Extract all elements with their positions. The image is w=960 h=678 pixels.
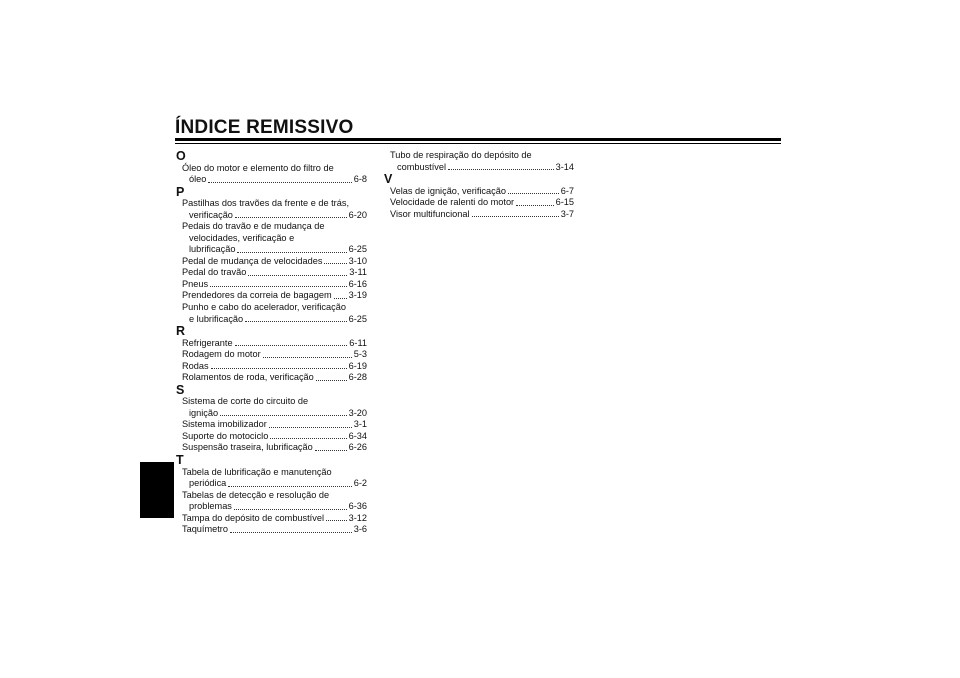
index-letter: O — [176, 149, 186, 163]
section-tab — [140, 462, 174, 518]
index-entry — [176, 244, 367, 256]
index-entry-label: problemas — [189, 501, 232, 512]
title-rule-thick — [175, 138, 781, 141]
dot-leader — [270, 438, 346, 439]
index-page-ref: 6-26 — [348, 442, 367, 453]
index-entry-label: Pedal de mudança de velocidades — [182, 255, 323, 266]
index-column-right — [384, 150, 574, 220]
index-entry-label: Suspensão traseira, lubrificação — [182, 442, 313, 453]
dot-leader — [235, 217, 347, 218]
index-entry-label: Taquímetro — [182, 524, 228, 535]
index-page-ref: 6-36 — [348, 501, 367, 512]
index-entry-label: verificação — [189, 209, 233, 220]
index-entry-label: lubrificação — [189, 244, 236, 255]
index-entry-label: e lubrificação — [189, 313, 244, 324]
index-page-ref: 6-2 — [353, 478, 367, 489]
index-entry — [176, 442, 367, 454]
index-entry-label: Tampa do depósito de combustível — [182, 512, 324, 523]
index-entry-label: periódica — [189, 478, 227, 489]
dot-leader — [334, 298, 347, 299]
dot-leader — [324, 263, 346, 264]
index-entry-label: ignição — [189, 407, 219, 418]
index-entry — [176, 478, 367, 490]
index-entry-label: óleo — [189, 174, 207, 185]
index-entry-text: Óleo do motor e elemento do filtro de — [182, 162, 334, 173]
index-entry — [384, 162, 574, 174]
dot-leader — [263, 357, 352, 358]
index-entry — [176, 431, 367, 443]
dot-leader — [516, 205, 553, 206]
index-page-ref: 6-25 — [348, 313, 367, 324]
index-entry — [176, 314, 367, 326]
dot-leader — [234, 509, 347, 510]
index-entry-label: Prendedores da correia de bagagem — [182, 290, 332, 301]
index-letter: S — [176, 382, 185, 397]
index-entry — [176, 513, 367, 525]
index-page-ref: 6-20 — [348, 209, 367, 220]
dot-leader — [208, 182, 351, 183]
index-entry — [176, 501, 367, 513]
index-page-ref: 3-11 — [349, 267, 367, 278]
index-page-ref: 6-11 — [349, 337, 367, 348]
index-page-ref: 3-19 — [348, 290, 367, 301]
index-entry — [176, 279, 367, 291]
index-letter: V — [384, 172, 393, 187]
index-entry — [176, 338, 367, 350]
index-page-ref: 6-19 — [348, 360, 367, 371]
dot-leader — [245, 321, 346, 322]
dot-leader — [210, 286, 347, 287]
index-page-ref: 6-7 — [560, 185, 574, 196]
index-entry-label: Pneus — [182, 278, 209, 289]
index-entry — [384, 197, 574, 209]
index-entry-text: Tubo de respiração do depósito de — [390, 150, 532, 160]
index-page-ref: 6-34 — [348, 430, 367, 441]
index-page-ref: 3-6 — [353, 524, 367, 535]
index-letter: R — [176, 324, 186, 339]
index-entry — [176, 267, 367, 279]
title-rule-thin — [175, 143, 781, 144]
index-entry-label: Refrigerante — [182, 337, 233, 348]
index-entry — [384, 186, 574, 198]
index-page-ref: 3-10 — [348, 255, 367, 266]
index-entry-label: Velocidade de ralenti do motor — [390, 197, 515, 208]
index-entry-text: Sistema de corte do circuito de — [182, 396, 309, 407]
dot-leader — [316, 380, 347, 381]
index-page-ref: 3-14 — [555, 161, 574, 172]
index-page-ref: 3-12 — [348, 512, 367, 523]
index-entry-label: Sistema imobilizador — [182, 419, 267, 430]
index-entry — [176, 524, 367, 536]
dot-leader — [508, 193, 559, 194]
index-entry — [176, 372, 367, 384]
dot-leader — [326, 520, 347, 521]
index-entry-text: Tabela de lubrificação e manutenção — [182, 466, 332, 477]
index-page-ref: 3-1 — [353, 419, 367, 430]
index-entry — [176, 256, 367, 268]
index-entry-label: Rodas — [182, 360, 209, 371]
index-page-ref: 6-25 — [348, 244, 367, 255]
dot-leader — [228, 486, 351, 487]
index-entry-label: Suporte do motociclo — [182, 430, 269, 441]
dot-leader — [269, 427, 352, 428]
page-title: ÍNDICE REMISSIVO — [175, 117, 354, 138]
index-entry — [176, 349, 367, 361]
index-entry-text: velocidades, verificação e — [189, 232, 295, 243]
dot-leader — [315, 450, 347, 451]
dot-leader — [230, 532, 352, 533]
index-page-ref: 6-8 — [353, 174, 367, 185]
index-entry-label: Pedal do travão — [182, 267, 247, 278]
index-entry — [176, 174, 367, 186]
index-page-ref: 6-16 — [348, 278, 367, 289]
index-page-ref: 6-15 — [555, 197, 574, 208]
index-entry-text: Tabelas de detecção e resolução de — [182, 489, 330, 500]
dot-leader — [237, 252, 346, 253]
index-entry-label: Rodagem do motor — [182, 349, 261, 360]
dot-leader — [248, 275, 347, 276]
dot-leader — [472, 216, 559, 217]
index-entry-text: Pedais do travão e de mudança de — [182, 221, 325, 232]
index-entry-label: combustível — [397, 161, 447, 172]
index-entry — [176, 419, 367, 431]
index-page-ref: 3-7 — [560, 208, 574, 219]
index-page-ref: 5-3 — [353, 349, 367, 360]
index-entry-label: Velas de ignição, verificação — [390, 185, 506, 196]
index-entry — [176, 361, 367, 373]
index-entry-label: Rolamentos de roda, verificação — [182, 372, 314, 383]
dot-leader — [448, 169, 554, 170]
index-entry-text: Punho e cabo do acelerador, verificação — [182, 302, 346, 313]
index-letter: T — [176, 453, 184, 468]
index-page-ref: 6-28 — [348, 372, 367, 383]
index-entry — [384, 209, 574, 221]
index-entry — [176, 210, 367, 222]
index-page-ref: 3-20 — [348, 407, 367, 418]
index-column-left — [176, 150, 367, 536]
index-entry — [176, 408, 367, 420]
index-letter: P — [176, 184, 185, 199]
index-entry-text: Pastilhas dos travões da frente e de trás, — [182, 198, 349, 209]
index-entry-label: Visor multifuncional — [390, 208, 470, 219]
dot-leader — [235, 345, 348, 346]
dot-leader — [220, 415, 346, 416]
dot-leader — [211, 368, 347, 369]
index-entry — [176, 290, 367, 302]
